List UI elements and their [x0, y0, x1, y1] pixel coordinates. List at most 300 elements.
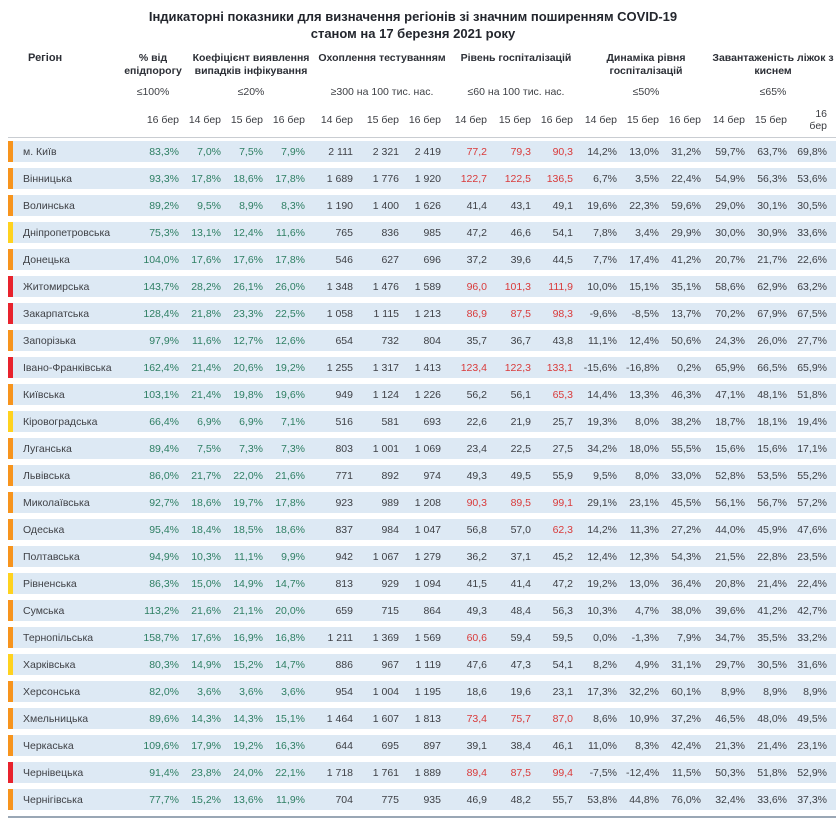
region-level-indicator — [8, 222, 13, 243]
oxygen-beds-value: 58,6% — [715, 280, 745, 293]
hospitalization-level-value: 43,1 — [510, 199, 531, 212]
hospitalization-dynamics-value: -12,4% — [626, 766, 660, 779]
epid-threshold-value: 104,0% — [143, 253, 179, 266]
hospitalization-level-value: 90,3 — [552, 145, 573, 158]
hospitalization-dynamics-value: 36,4% — [671, 577, 701, 590]
detection-rate-value: 14,7% — [275, 658, 305, 671]
detection-rate-value: 22,0% — [233, 469, 263, 482]
oxygen-beds-value: 26,0% — [757, 334, 787, 347]
oxygen-beds-value: 53,5% — [757, 469, 787, 482]
detection-rate-value: 3,6% — [197, 685, 221, 698]
oxygen-beds-value: 69,8% — [797, 145, 827, 158]
hospitalization-dynamics-value: 37,2% — [671, 712, 701, 725]
hospitalization-dynamics-value: 19,6% — [587, 199, 617, 212]
table-row — [8, 708, 836, 729]
hospitalization-level-value: 21,9 — [510, 415, 531, 428]
oxygen-beds-value: 56,1% — [715, 496, 745, 509]
region-name: Київська — [23, 388, 65, 401]
hospitalization-level-value: 122,7 — [460, 172, 487, 185]
testing-coverage-value: 627 — [381, 253, 399, 266]
oxygen-beds-value: 48,1% — [757, 388, 787, 401]
hospitalization-level-value: 96,0 — [466, 280, 487, 293]
hospitalization-dynamics-value: 0,0% — [593, 631, 617, 644]
testing-threshold: ≥300 на 100 тис. нас. — [330, 86, 434, 98]
oxygen-beds-value: 22,4% — [797, 577, 827, 590]
region-level-indicator — [8, 141, 13, 162]
epid-threshold-value: 89,2% — [149, 199, 179, 212]
testing-coverage-value: 989 — [381, 496, 399, 509]
col-dyn-label: Динаміка рівня госпіталізацій — [606, 52, 686, 77]
detection-rate-value: 12,4% — [233, 226, 263, 239]
oxygen-beds-value: 15,6% — [757, 442, 787, 455]
testing-coverage-value: 929 — [381, 577, 399, 590]
testing-coverage-value: 546 — [335, 253, 353, 266]
hospitalization-dynamics-value: 14,4% — [587, 388, 617, 401]
oxygen-beds-value: 8,9% — [721, 685, 745, 698]
testing-coverage-value: 1 920 — [414, 172, 441, 185]
detection-rate-value: 21,8% — [191, 307, 221, 320]
detect-threshold: ≤20% — [237, 86, 265, 98]
hospitalization-dynamics-value: 19,3% — [587, 415, 617, 428]
table-row — [8, 303, 836, 324]
hospitalization-dynamics-value: 59,6% — [671, 199, 701, 212]
hospitalization-level-value: 46,1 — [552, 739, 573, 752]
hospitalization-dynamics-value: 7,8% — [593, 226, 617, 239]
hospitalization-level-value: 45,2 — [552, 550, 573, 563]
oxygen-beds-value: 63,2% — [797, 280, 827, 293]
testing-coverage-value: 1 369 — [372, 631, 399, 644]
date-header: 16 бер — [408, 114, 441, 126]
testing-coverage-value: 1 255 — [326, 361, 353, 374]
page-title-line1: Індикаторні показники для визначення регіонів зі значним поширенням COVID-19 — [148, 9, 678, 24]
testing-coverage-value: 1 208 — [414, 496, 441, 509]
detection-rate-value: 14,3% — [191, 712, 221, 725]
hospitalization-level-value: 73,4 — [466, 712, 487, 725]
testing-coverage-value: 1 607 — [372, 712, 399, 725]
testing-coverage-value: 923 — [335, 496, 353, 509]
hospitalization-dynamics-value: 7,9% — [677, 631, 701, 644]
testing-coverage-value: 1 211 — [327, 631, 353, 644]
region-level-indicator — [8, 546, 13, 567]
detection-rate-value: 12,7% — [233, 334, 263, 347]
oxygen-beds-value: 47,6% — [797, 523, 827, 536]
testing-coverage-value: 775 — [381, 793, 399, 806]
hospitalization-level-value: 98,3 — [552, 307, 573, 320]
oxygen-beds-value: 21,7% — [757, 253, 787, 266]
testing-coverage-value: 954 — [335, 685, 353, 698]
region-name: Миколаївська — [23, 496, 90, 509]
table-row — [8, 465, 836, 486]
testing-coverage-value: 715 — [381, 604, 399, 617]
detection-rate-value: 21,1% — [233, 604, 263, 617]
epid-threshold-value: 162,4% — [143, 361, 179, 374]
oxygen-beds-value: 59,7% — [715, 145, 745, 158]
oxygen-beds-value: 66,5% — [757, 361, 787, 374]
date-header: 16 бер — [540, 114, 573, 126]
detection-rate-value: 16,8% — [275, 631, 305, 644]
date-header: 16 бер — [809, 108, 827, 132]
oxygen-beds-value: 50,3% — [715, 766, 745, 779]
hospitalization-level-value: 27,5 — [552, 442, 573, 455]
detection-rate-value: 15,2% — [233, 658, 263, 671]
oxygen-beds-value: 45,9% — [757, 523, 787, 536]
testing-coverage-value: 1 001 — [372, 442, 399, 455]
hospitalization-dynamics-value: 14,2% — [587, 523, 617, 536]
hospitalization-dynamics-value: 22,3% — [629, 199, 659, 212]
oxygen-beds-value: 37,3% — [797, 793, 827, 806]
detection-rate-value: 18,6% — [275, 523, 305, 536]
region-name: Харківська — [23, 658, 76, 671]
hospitalization-level-value: 48,2 — [510, 793, 531, 806]
hospitalization-level-value: 41,5 — [466, 577, 487, 590]
date-header: 14 бер — [584, 114, 617, 126]
hospitalization-dynamics-value: 12,4% — [587, 550, 617, 563]
hospitalization-level-value: 47,6 — [466, 658, 487, 671]
detection-rate-value: 23,8% — [191, 766, 221, 779]
hospitalization-level-value: 79,3 — [510, 145, 531, 158]
hospitalization-level-value: 136,5 — [546, 172, 573, 185]
date-header: 14 бер — [712, 114, 745, 126]
oxygen-beds-value: 27,7% — [797, 334, 827, 347]
testing-coverage-value: 974 — [423, 469, 441, 482]
date-header: 16 бер — [272, 114, 305, 126]
date-header: 15 бер — [498, 114, 531, 126]
testing-coverage-value: 813 — [335, 577, 353, 590]
detection-rate-value: 7,3% — [281, 442, 305, 455]
oxygen-beds-value: 54,9% — [715, 172, 745, 185]
oxygen-beds-value: 34,7% — [715, 631, 745, 644]
epid-threshold-value: 92,7% — [149, 496, 179, 509]
oxygen-beds-value: 65,9% — [715, 361, 745, 374]
testing-coverage-value: 1 094 — [414, 577, 441, 590]
oxygen-beds-value: 39,6% — [715, 604, 745, 617]
epid-threshold-value: 95,4% — [149, 523, 179, 536]
hospitalization-dynamics-value: 11,1% — [588, 334, 617, 347]
hospitalization-level-value: 47,2 — [552, 577, 573, 590]
detection-rate-value: 17,8% — [275, 496, 305, 509]
region-name: Івано-Франківська — [23, 361, 112, 374]
detection-rate-value: 13,1% — [191, 226, 221, 239]
hospitalization-dynamics-value: 14,2% — [587, 145, 617, 158]
oxygen-beds-value: 18,1% — [757, 415, 787, 428]
testing-coverage-value: 1 058 — [326, 307, 353, 320]
testing-coverage-value: 1 047 — [414, 523, 441, 536]
hospitalization-dynamics-value: 32,2% — [629, 685, 659, 698]
detection-rate-value: 21,4% — [191, 361, 221, 374]
region-level-indicator — [8, 789, 13, 810]
detection-rate-value: 16,9% — [233, 631, 263, 644]
oxygen-beds-value: 17,1% — [797, 442, 827, 455]
hospitalization-level-value: 87,5 — [510, 766, 531, 779]
hospitalization-level-value: 46,6 — [510, 226, 531, 239]
detection-rate-value: 26,0% — [275, 280, 305, 293]
col-beds-label: Завантаженість ліжок з киснем — [712, 52, 834, 77]
testing-coverage-value: 984 — [381, 523, 399, 536]
hospitalization-level-value: 123,4 — [460, 361, 487, 374]
testing-coverage-value: 732 — [381, 334, 399, 347]
region-name: Тернопільська — [23, 631, 94, 644]
oxygen-beds-value: 41,2% — [757, 604, 787, 617]
hospitalization-dynamics-value: 50,6% — [671, 334, 701, 347]
hospitalization-level-value: 86,9 — [466, 307, 487, 320]
testing-coverage-value: 2 419 — [414, 145, 441, 158]
testing-coverage-value: 1 067 — [372, 550, 399, 563]
hospitalization-level-value: 41,4 — [466, 199, 487, 212]
region-name: Запорізька — [23, 334, 76, 347]
hospitalization-dynamics-value: 60,1% — [671, 685, 701, 698]
table-row — [8, 546, 836, 567]
oxygen-beds-value: 30,9% — [757, 226, 787, 239]
testing-coverage-value: 892 — [381, 469, 399, 482]
hospitalization-level-value: 55,7 — [552, 793, 573, 806]
dyn-threshold: ≤50% — [632, 86, 660, 98]
date-header: 14 бер — [320, 114, 353, 126]
region-name: Закарпатська — [23, 307, 90, 320]
detection-rate-value: 14,3% — [233, 712, 263, 725]
oxygen-beds-value: 62,9% — [757, 280, 787, 293]
testing-coverage-value: 985 — [423, 226, 441, 239]
hospitalization-dynamics-value: 3,5% — [635, 172, 659, 185]
hospitalization-dynamics-value: 22,4% — [671, 172, 701, 185]
table-row — [8, 492, 836, 513]
testing-coverage-value: 1 464 — [326, 712, 353, 725]
hospitalization-dynamics-value: 18,0% — [629, 442, 659, 455]
hospitalization-dynamics-value: 41,2% — [671, 253, 701, 266]
epid-threshold-value: 75,3% — [149, 226, 179, 239]
region-name: Чернігівська — [23, 793, 83, 806]
testing-coverage-value: 1 004 — [372, 685, 399, 698]
hospitalization-dynamics-value: 13,3% — [629, 388, 659, 401]
detection-rate-value: 19,6% — [275, 388, 305, 401]
detection-rate-value: 17,8% — [191, 172, 221, 185]
region-level-indicator — [8, 681, 13, 702]
page-title-line2: станом на 17 березня 2021 року — [310, 26, 516, 41]
testing-coverage-value: 2 321 — [372, 145, 399, 158]
date-header: 15 бер — [754, 114, 787, 126]
table-row — [8, 384, 836, 405]
detection-rate-value: 22,5% — [275, 307, 305, 320]
testing-coverage-value: 1 776 — [372, 172, 399, 185]
region-level-indicator — [8, 384, 13, 405]
epid-threshold-value: 109,6% — [143, 739, 179, 752]
testing-coverage-value: 704 — [335, 793, 353, 806]
date-header: 15 бер — [230, 114, 263, 126]
testing-coverage-value: 1 761 — [372, 766, 399, 779]
table-row — [8, 600, 836, 621]
date-header: 16 бер — [668, 114, 701, 126]
table-row — [8, 519, 836, 540]
region-name: Одеська — [23, 523, 65, 536]
hospitalization-level-value: 37,2 — [466, 253, 487, 266]
detection-rate-value: 21,6% — [191, 604, 221, 617]
testing-coverage-value: 1 226 — [414, 388, 441, 401]
oxygen-beds-value: 49,5% — [797, 712, 827, 725]
hospitalization-level-value: 35,7 — [466, 334, 487, 347]
detection-rate-value: 12,6% — [275, 334, 305, 347]
region-level-indicator — [8, 330, 13, 351]
table-row — [8, 249, 836, 270]
detection-rate-value: 7,1% — [281, 415, 305, 428]
region-level-indicator — [8, 708, 13, 729]
hospitalization-level-value: 54,1 — [552, 226, 573, 239]
hospitalization-level-value: 18,6 — [466, 685, 487, 698]
hospitalization-dynamics-value: 13,0% — [629, 145, 659, 158]
hospitalization-level-value: 22,6 — [466, 415, 487, 428]
oxygen-beds-value: 33,2% — [797, 631, 827, 644]
region-level-indicator — [8, 735, 13, 756]
table-row — [8, 276, 836, 297]
oxygen-beds-value: 29,0% — [715, 199, 745, 212]
detection-rate-value: 21,4% — [191, 388, 221, 401]
detection-rate-value: 18,6% — [233, 172, 263, 185]
detection-rate-value: 15,0% — [191, 577, 221, 590]
table-row — [8, 168, 836, 189]
detection-rate-value: 18,6% — [191, 496, 221, 509]
hospitalization-level-value: 133,1 — [546, 361, 573, 374]
region-level-indicator — [8, 303, 13, 324]
detection-rate-value: 6,9% — [239, 415, 263, 428]
detection-rate-value: 7,5% — [239, 145, 263, 158]
hospitalization-dynamics-value: 9,5% — [593, 469, 617, 482]
hospitalization-dynamics-value: -7,5% — [589, 766, 617, 779]
hospitalization-dynamics-value: 7,7% — [593, 253, 617, 266]
hospitalization-level-value: 122,5 — [504, 172, 531, 185]
detection-rate-value: 11,6% — [192, 334, 221, 347]
oxygen-beds-value: 30,1% — [757, 199, 787, 212]
oxygen-beds-value: 8,9% — [763, 685, 787, 698]
table-header-thresholds — [8, 77, 836, 98]
detection-rate-value: 16,3% — [275, 739, 305, 752]
region-name: Черкаська — [23, 739, 74, 752]
hospitalization-dynamics-value: 34,2% — [587, 442, 617, 455]
testing-coverage-value: 1 413 — [414, 361, 441, 374]
testing-coverage-value: 967 — [381, 658, 399, 671]
hospitalization-dynamics-value: 33,0% — [671, 469, 701, 482]
oxygen-beds-value: 22,6% — [797, 253, 827, 266]
table-row — [8, 762, 836, 783]
testing-coverage-value: 1 317 — [372, 361, 399, 374]
region-name: Львівська — [23, 469, 71, 482]
testing-coverage-value: 1 213 — [414, 307, 441, 320]
region-level-indicator — [8, 465, 13, 486]
hospitalization-level-value: 48,4 — [510, 604, 531, 617]
hospitalization-level-value: 19,6 — [510, 685, 531, 698]
oxygen-beds-value: 30,0% — [715, 226, 745, 239]
oxygen-beds-value: 53,6% — [797, 172, 827, 185]
hospitalization-dynamics-value: 3,4% — [635, 226, 659, 239]
hospitalization-dynamics-value: 29,1% — [587, 496, 617, 509]
hospitalization-level-value: 49,1 — [552, 199, 573, 212]
testing-coverage-value: 516 — [335, 415, 353, 428]
detection-rate-value: 13,6% — [233, 793, 263, 806]
hospitalization-dynamics-value: 11,0% — [588, 739, 617, 752]
detection-rate-value: 17,8% — [275, 253, 305, 266]
region-level-indicator — [8, 762, 13, 783]
oxygen-beds-value: 52,9% — [797, 766, 827, 779]
testing-coverage-value: 695 — [381, 739, 399, 752]
detection-rate-value: 3,6% — [281, 685, 305, 698]
testing-coverage-value: 693 — [423, 415, 441, 428]
hospitalization-dynamics-value: 13,7% — [671, 307, 701, 320]
epid-threshold-value: 128,4% — [143, 307, 179, 320]
hospitalization-level-value: 43,8 — [552, 334, 573, 347]
testing-coverage-value: 803 — [335, 442, 353, 455]
hospitalization-level-value: 111,9 — [548, 280, 573, 293]
detection-rate-value: 19,2% — [233, 739, 263, 752]
region-level-indicator — [8, 573, 13, 594]
hospitalization-level-value: 89,5 — [510, 496, 531, 509]
hospitalization-dynamics-value: 11,5% — [672, 766, 701, 779]
oxygen-beds-value: 30,5% — [797, 199, 827, 212]
detection-rate-value: 14,7% — [275, 577, 305, 590]
testing-coverage-value: 942 — [335, 550, 353, 563]
hospitalization-dynamics-value: -8,5% — [631, 307, 659, 320]
detection-rate-value: 19,8% — [233, 388, 263, 401]
detection-rate-value: 28,2% — [191, 280, 221, 293]
region-level-indicator — [8, 519, 13, 540]
hospitalization-level-value: 39,1 — [466, 739, 487, 752]
testing-coverage-value: 1 400 — [372, 199, 399, 212]
hospitalization-level-value: 60,6 — [466, 631, 487, 644]
hospitalization-level-value: 47,2 — [466, 226, 487, 239]
detection-rate-value: 9,5% — [197, 199, 221, 212]
date-header: 14 бер — [454, 114, 487, 126]
oxygen-beds-value: 52,8% — [715, 469, 745, 482]
detection-rate-value: 9,9% — [281, 550, 305, 563]
epid-threshold-value: 158,7% — [143, 631, 179, 644]
table-row — [8, 357, 836, 378]
oxygen-beds-value: 33,6% — [797, 226, 827, 239]
testing-coverage-value: 836 — [381, 226, 399, 239]
region-name: Житомирська — [23, 280, 90, 293]
hospitalization-level-value: 41,4 — [510, 577, 531, 590]
table-row — [8, 627, 836, 648]
testing-coverage-value: 1 689 — [326, 172, 353, 185]
testing-coverage-value: 897 — [423, 739, 441, 752]
hospitalization-dynamics-value: 12,4% — [629, 334, 659, 347]
region-name: м. Київ — [23, 145, 57, 158]
oxygen-beds-value: 21,5% — [715, 550, 745, 563]
detection-rate-value: 19,2% — [275, 361, 305, 374]
oxygen-beds-value: 46,5% — [715, 712, 745, 725]
epid-threshold-value: 89,4% — [149, 442, 179, 455]
hospitalization-level-value: 22,5 — [510, 442, 531, 455]
region-name: Чернівецька — [23, 766, 84, 779]
table-row — [8, 222, 836, 243]
hospitalization-level-value: 37,1 — [510, 550, 531, 563]
table-row — [8, 330, 836, 351]
oxygen-beds-value: 23,1% — [797, 739, 827, 752]
epid-threshold-value: 77,7% — [149, 793, 179, 806]
epid-threshold-value: 86,0% — [149, 469, 179, 482]
testing-coverage-value: 581 — [381, 415, 399, 428]
testing-coverage-value: 2 111 — [328, 145, 353, 158]
testing-coverage-value: 837 — [335, 523, 353, 536]
hospitalization-level-value: 87,5 — [510, 307, 531, 320]
testing-coverage-value: 864 — [423, 604, 441, 617]
oxygen-beds-value: 67,5% — [797, 307, 827, 320]
hosp-threshold: ≤60 на 100 тис. нас. — [467, 86, 565, 98]
epid-threshold-value: 93,3% — [149, 172, 179, 185]
region-name: Дніпропетровська — [23, 226, 111, 239]
oxygen-beds-value: 33,6% — [757, 793, 787, 806]
hospitalization-dynamics-value: 38,2% — [671, 415, 701, 428]
region-name: Вінницька — [23, 172, 72, 185]
oxygen-beds-value: 29,7% — [715, 658, 745, 671]
hospitalization-level-value: 49,5 — [510, 469, 531, 482]
epid-threshold-value: 143,7% — [143, 280, 179, 293]
region-name: Волинська — [23, 199, 75, 212]
